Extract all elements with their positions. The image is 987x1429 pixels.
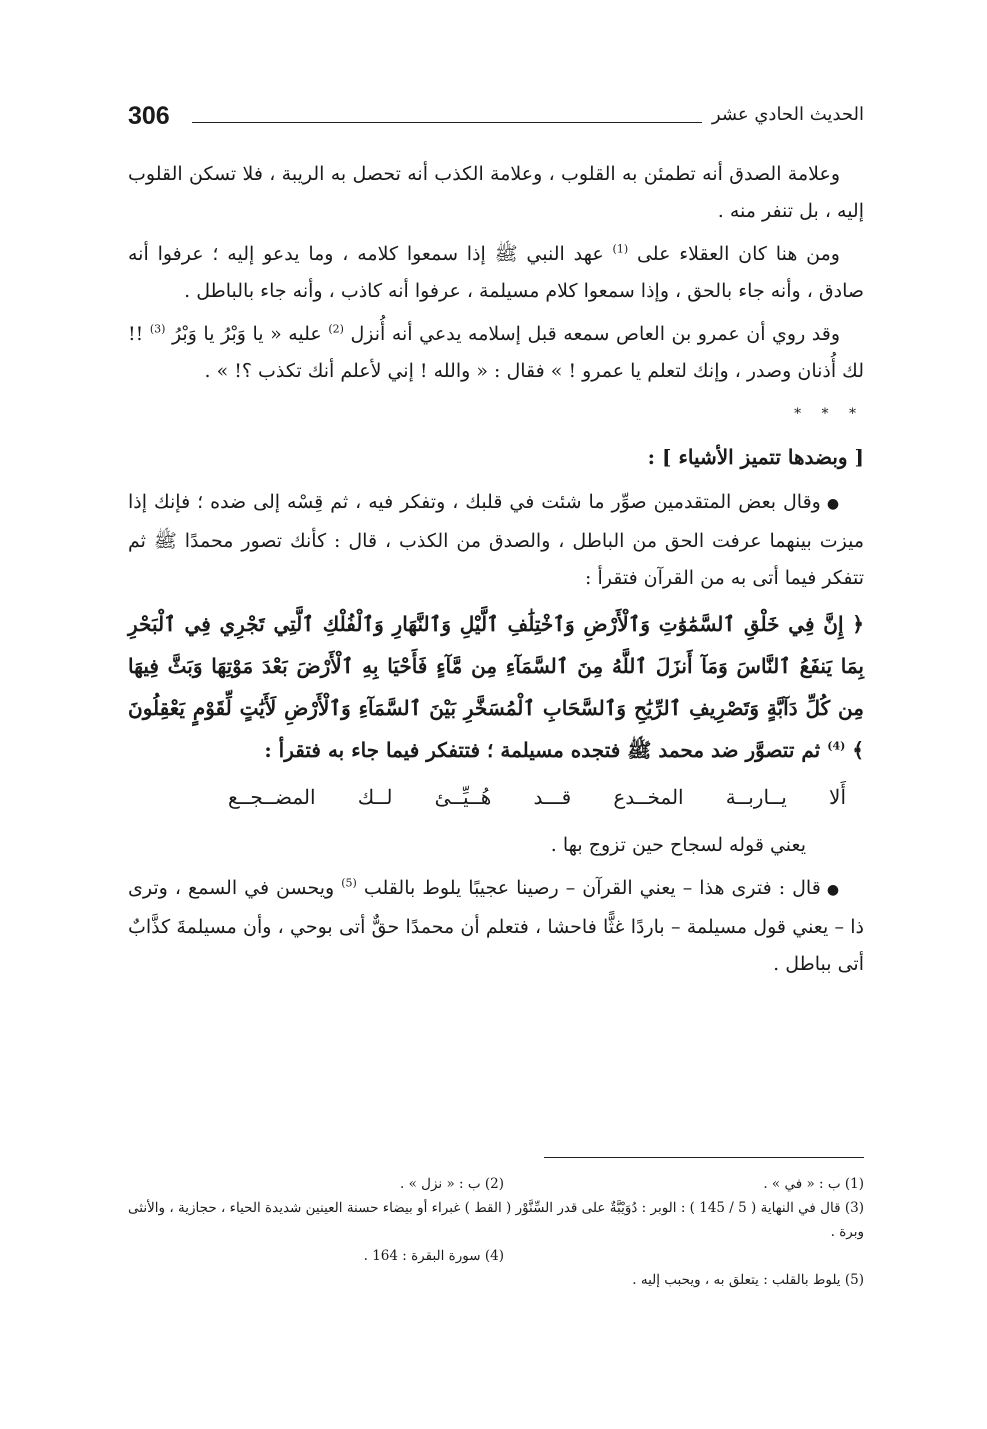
footnote-5: (5) يلوط بالقلب : يتعلق به ، ويحبب إليه . — [632, 1272, 864, 1288]
quran-verse-text: ﴿ إِنَّ فِي خَلْقِ ٱلسَّمَٰوَٰتِ وَٱلْأَرْضِ وَٱخْتِلَٰفِ ٱلَّيْلِ وَٱلنَّهَارِ وَٱلْفُلْكِ ٱلَّتِي تَجْرِي فِي ٱلْبَحْرِ بِمَا يَنفَعُ ٱلنَّاسَ وَمَآ أَنزَلَ ٱللَّهُ مِنَ ٱلسَّمَآءِ مِن مَّآءٍ فَأَحْيَا بِهِ ٱلْأَرْضَ بَعْدَ مَوْتِهَا وَبَثَّ فِيهَا مِن كُلِّ دَآبَّةٍ وَتَصْرِيفِ ٱلرِّيَٰحِ وَٱلسَّحَابِ ٱلْمُسَخَّرِ بَيْنَ ٱلسَّمَآءِ وَٱلْأَرْضِ لَأَيَٰتٍ لِّقَوْمٍ يَعْقِلُونَ ﴾ — [128, 612, 864, 762]
bullet-icon: ● — [826, 496, 840, 512]
paragraph-3 — [128, 316, 864, 390]
verse-word: يــاربــة — [725, 785, 787, 809]
paragraph-7-text-a: قال : فترى هذا – يعني القرآن – رصينا عجيبًا يلوط بالقلب — [363, 877, 821, 899]
footnote-marker-3[interactable]: (3) — [149, 322, 166, 336]
quran-verse — [128, 603, 864, 771]
verse-word: المخــدع — [613, 785, 684, 809]
body-text — [128, 156, 864, 989]
paragraph-5-text: ثم تتصوَّر ضد محمد ﷺ فتجده مسيلمة ؛ فتتفكر فيما جاء به فتقرأ : — [264, 738, 821, 762]
verse-word: لــك — [357, 785, 393, 809]
paragraph-1: وعلامة الصدق أنه تطمئن به القلوب ، وعلامة الكذب أنه تحصل به الريبة ، فلا تسكن القلوب إليه ، بل تنفر منه . — [128, 163, 864, 222]
bullet-icon: ● — [826, 882, 841, 898]
footnote-4: (4) سورة البقرة : 164 . — [363, 1248, 504, 1264]
footnote-3: (3) قال في النهاية ( 5 / 145 ) : الوبر : دُوَيْبَّةٌ على قدر السِّنَّوْر ( القط ) غبراء أو بيضاء حسنة العينين شديدة الحياء ، حجازية ، والأنثى وبرة . — [128, 1200, 864, 1240]
paragraph-3-text-a: وقد روي أن عمرو بن العاص سمعه قبل إسلامه يدعي أنه أُنزل — [350, 323, 841, 345]
running-header — [128, 96, 864, 136]
paragraph-4-text: وقال بعض المتقدمين صوِّر ما شئت في قلبك ، وتفكر فيه ، ثم قِسْه إلى ضده ؛ فإنك إذا ميزت بينهما عرفت الحق من الباطل ، والصدق من الكذب ، قال : كأنك تصور محمدًا ﷺ ثم تتفكر فيما أتى به من القرآن فتقرأ : — [128, 491, 864, 589]
section-separator: * * * — [794, 406, 864, 422]
footnote-marker-2[interactable]: (2) — [328, 322, 344, 336]
footnote-rule — [544, 1157, 864, 1158]
paragraph-2-text-b: عهد النبي ﷺ إذا سمعوا كلامه ، وما يدعو إليه ؛ عرفوا أنه صادق ، وأنه جاء بالحق ، وإذا سمعوا كلام مسيلمة ، عرفوا أنه كاذب ، وأنه جاء بالباطل . — [128, 243, 864, 302]
footnote-marker-5[interactable]: (5) — [341, 876, 357, 890]
paragraph-4 — [128, 484, 864, 597]
verse-word: قـــد — [533, 785, 572, 809]
footnote-marker-1[interactable]: (1) — [612, 242, 629, 256]
footnote-marker-4[interactable]: (4) — [827, 739, 846, 753]
footnote-row — [128, 1244, 864, 1268]
paragraph-2 — [128, 236, 864, 310]
paragraph-2-text-a: ومن هنا كان العقلاء على — [636, 243, 840, 265]
paragraph-7-text-b: ويحسن في السمع ، وترى ذا – يعني قول مسيلمة – باردًا غثًّا فاحشا ، فتعلم أن محمدًا حقٌّ أتى بوحي ، وأن مسيلمةَ كذَّابٌ أتى بباطل . — [128, 877, 864, 975]
book-page — [128, 96, 864, 1336]
paragraph-7 — [128, 870, 864, 983]
section-heading: [ وبضدها تتميز الأشياء ] : — [647, 445, 864, 469]
paragraph-3-text-b: عليه « يا وَبْرُ يا وَبْرُ — [171, 323, 322, 345]
footnote-2: (2) ب : « نزل » . — [400, 1176, 504, 1192]
verse-word: المضــجــع — [228, 785, 316, 809]
chapter-title: الحديث الحادي عشر — [711, 104, 864, 125]
paragraph-3-text-c: !! لك أُذنان وصدر ، وإنك لتعلم يا عمرو ! » فقال : « والله ! إني لأعلم أنك تكذب ؟! » . — [128, 323, 864, 382]
paragraph-6: يعني قوله لسجاح حين تزوج بها . — [550, 834, 806, 856]
footnote-row — [128, 1172, 864, 1196]
header-rule — [192, 122, 702, 123]
footnote-1: (1) ب : « في » . — [763, 1176, 864, 1192]
poem-verse — [128, 777, 864, 817]
verse-word: أَلا — [829, 785, 846, 809]
footnotes — [128, 1172, 864, 1292]
verse-word: هُــيِّــئ — [434, 785, 492, 809]
footnote-spacer — [504, 1244, 864, 1268]
page-number: 306 — [128, 102, 170, 130]
